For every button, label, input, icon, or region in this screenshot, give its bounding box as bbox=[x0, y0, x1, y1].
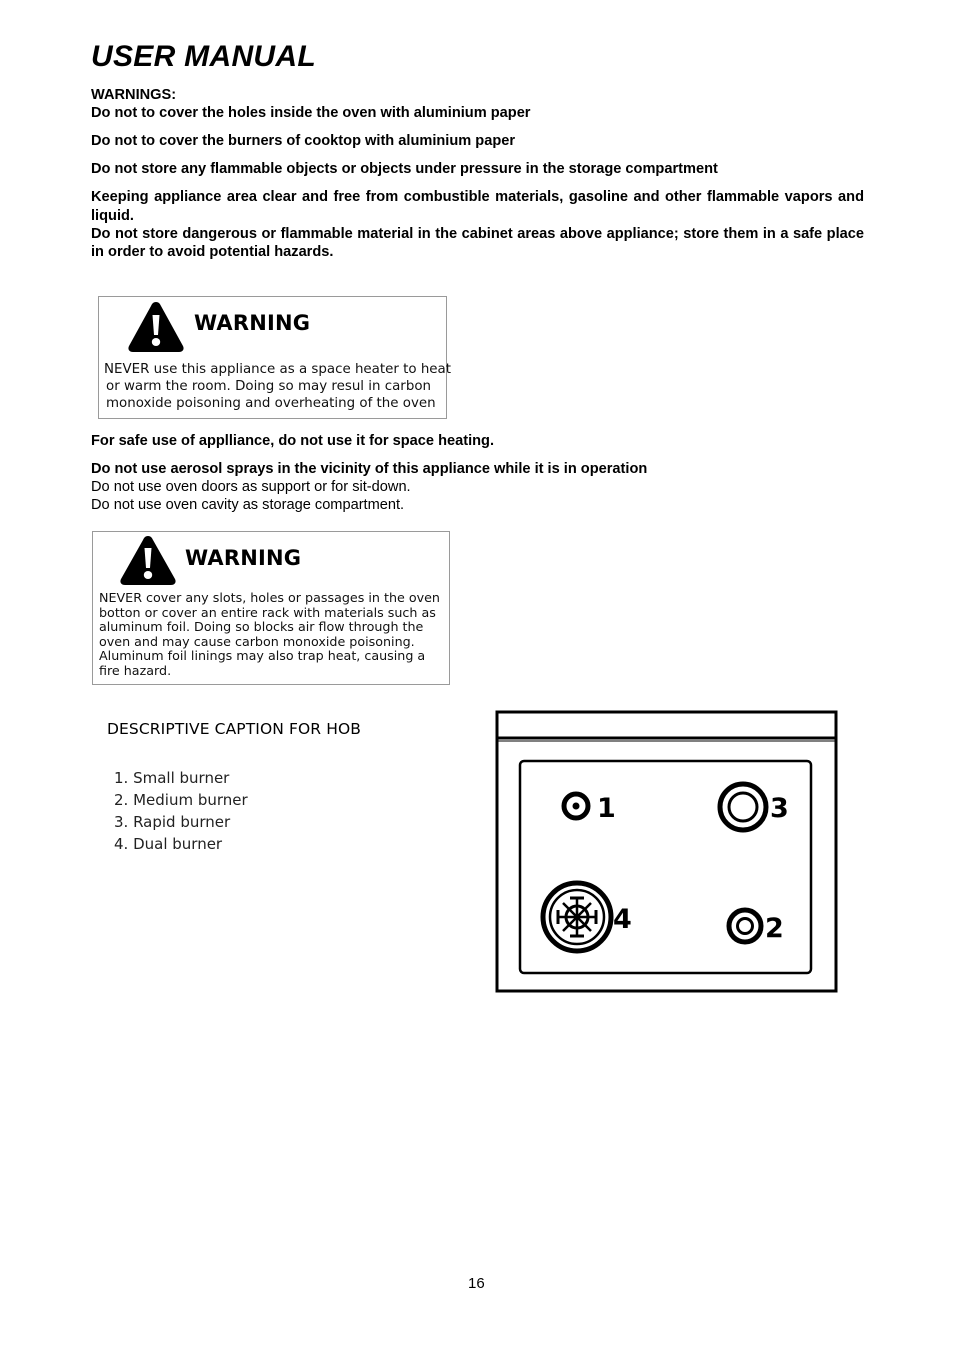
warning-box-foil bbox=[92, 531, 450, 685]
warning-box-line: monoxide poisoning and overheating of the oven bbox=[106, 396, 436, 411]
warning-box-line: NEVER use this appliance as a space heater to heat bbox=[104, 362, 452, 377]
warning-item: Do not store dangerous or flammable material in the cabinet areas above appliance; store them in a safe place in order to avoid potential hazards. bbox=[91, 225, 864, 261]
rapid-burner-icon bbox=[720, 784, 766, 830]
warning-box-heading: WARNING bbox=[185, 546, 302, 570]
page-number: 16 bbox=[468, 1275, 485, 1292]
legend-item: 2. Medium burner bbox=[114, 791, 248, 809]
warning-item: Do not to cover the holes inside the oven with aluminium paper bbox=[91, 105, 531, 122]
warning-box-line: Aluminum foil linings may also trap heat, causing a bbox=[99, 648, 426, 664]
warning-triangle-icon bbox=[119, 535, 177, 587]
legend-item: 3. Rapid burner bbox=[114, 813, 231, 831]
warning-box-space-heater bbox=[98, 296, 452, 419]
space-heating-note: For safe use of applliance, do not use it for space heating. bbox=[91, 433, 495, 449]
oven-door-note: Do not use oven doors as support or for sit-down. bbox=[91, 479, 411, 495]
legend-item: 4. Dual burner bbox=[114, 835, 223, 853]
legend-item: 1. Small burner bbox=[114, 769, 230, 787]
warning-box-line: botton or cover an entire rack with materials such as bbox=[99, 604, 436, 620]
hob-diagram bbox=[494, 709, 840, 995]
burner-label: 3 bbox=[770, 793, 789, 824]
warning-box-text bbox=[104, 361, 451, 412]
dual-burner-icon bbox=[543, 883, 611, 951]
warning-box-text bbox=[99, 591, 440, 679]
warning-box-line: fire hazard. bbox=[99, 662, 172, 678]
warning-item: Keeping appliance area clear and free from combustible materials, gasoline and other flammable vapors and liquid. bbox=[91, 189, 864, 224]
warning-box-line: aluminum foil. Doing so blocks air flow through the bbox=[99, 619, 424, 635]
page-title: USER MANUAL bbox=[91, 40, 316, 73]
aerosol-note: Do not use aerosol sprays in the vicinity of this appliance while it is in operation bbox=[91, 461, 648, 477]
burner-label: 2 bbox=[765, 913, 784, 944]
warning-triangle-icon bbox=[127, 300, 185, 354]
warning-box-line: NEVER cover any slots, holes or passages in the oven bbox=[99, 590, 440, 605]
warning-item: Do not store any flammable objects or objects under pressure in the storage compartment bbox=[91, 161, 718, 178]
warnings-heading: WARNINGS: bbox=[91, 87, 177, 103]
burner-label: 4 bbox=[613, 904, 632, 935]
small-burner-icon bbox=[564, 794, 588, 818]
warning-box-line: oven and may cause carbon monoxide poisoning. bbox=[99, 633, 415, 649]
warnings-section bbox=[91, 86, 864, 262]
hob-caption-title: DESCRIPTIVE CAPTION FOR HOB bbox=[107, 720, 361, 738]
warning-item: Do not to cover the burners of cooktop with aluminium paper bbox=[91, 133, 516, 150]
medium-burner-icon bbox=[729, 910, 761, 942]
hob-legend bbox=[114, 767, 248, 855]
warning-box-line: or warm the room. Doing so may resul in carbon bbox=[106, 379, 431, 394]
warning-box-heading: WARNING bbox=[194, 311, 311, 335]
burner-label: 1 bbox=[597, 793, 616, 824]
oven-cavity-note: Do not use oven cavity as storage compartment. bbox=[91, 497, 405, 513]
